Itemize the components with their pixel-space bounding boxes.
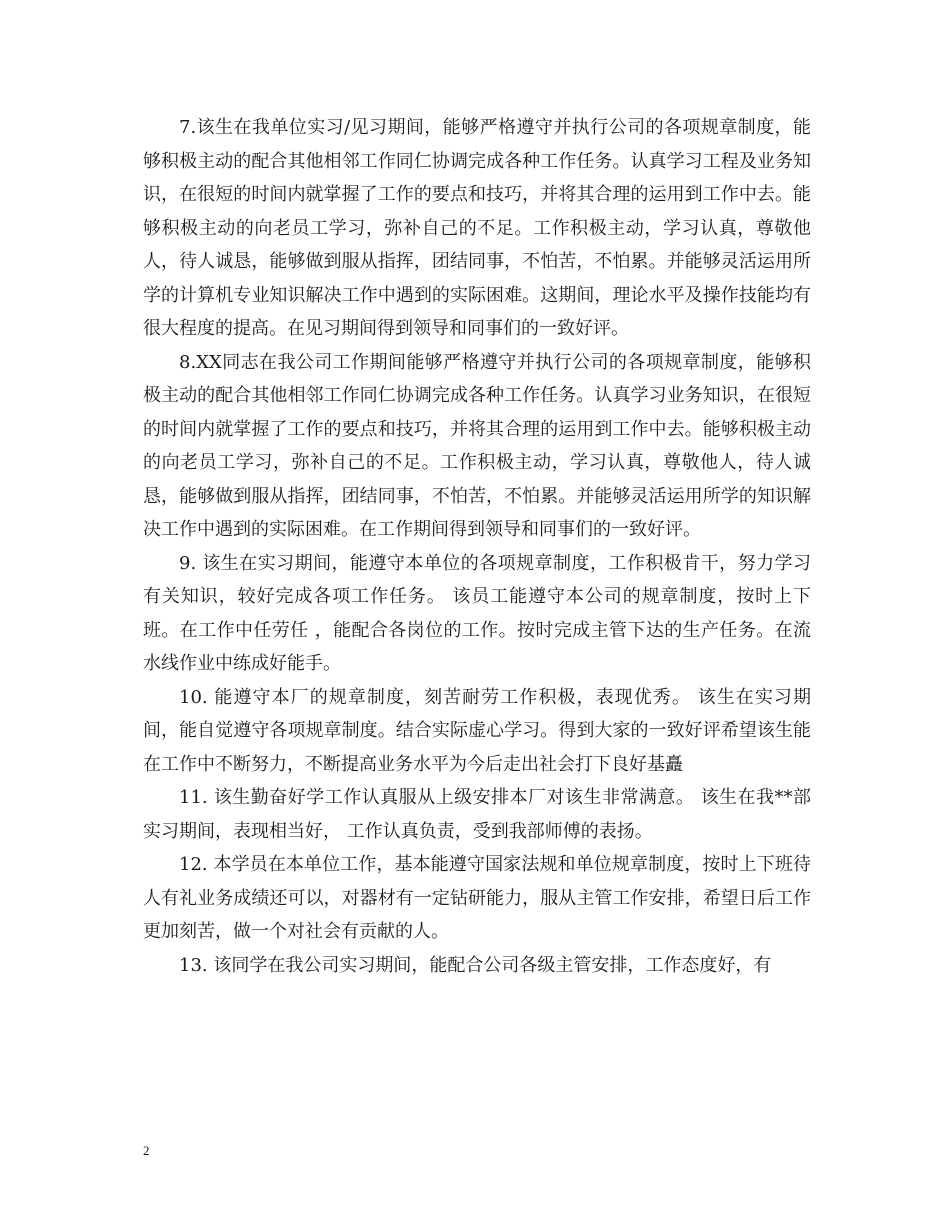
page-number: 2 xyxy=(143,1143,150,1158)
paragraph-8: 8.XX同志在我公司工作期间能够严格遵守并执行公司的各项规章制度，能够积极主动的配合其他相邻工作同仁协调完成各种工作任务。认真学习业务知识，在很短的时间内就掌握了工作的要点和技巧，并将其合理的运用到工作中去。能够积极主动的向老员工学习，弥补自己的不足。工作积极主动，学习认真，尊敬他人，待人诚恳，能够做到服从指挥，团结同事，不怕苦，不怕累。并能够灵活运用所学的知识解决工作中遇到的实际困难。在工作期间得到领导和同事们的一致好评。 xyxy=(143,351,811,540)
paragraph-13: 13. 该同学在我公司实习期间，能配合公司各级主管安排，工作态度好，有 xyxy=(179,954,772,976)
document-body xyxy=(143,111,811,982)
paragraph-11: 11. 该生勤奋好学工作认真服从上级安排本厂对该生非常满意。 该生在我**部实习期间，表现相当好， 工作认真负责，受到我部师傅的表扬。 xyxy=(143,787,811,842)
paragraph-10: 10. 能遵守本厂的规章制度，刻苦耐劳工作积极，表现优秀。 该生在实习期间，能自觉遵守各项规章制度。结合实际虚心学习。得到大家的一致好评希望该生能在工作中不断努力，不断提高业务水平为今后走出社会打下良好基矗 xyxy=(143,686,811,775)
paragraph-12: 12. 本学员在本单位工作，基本能遵守国家法规和单位规章制度，按时上下班待人有礼业务成绩还可以，对器材有一定钻研能力，服从主管工作安排，希望日后工作更加刻苦，做一个对社会有贡献的人。 xyxy=(143,854,811,942)
paragraph-7: 7.该生在我单位实习/见习期间，能够严格遵守并执行公司的各项规章制度，能够积极主动的配合其他相邻工作同仁协调完成各种工作任务。认真学习工程及业务知识，在很短的时间内就掌握了工作的要点和技巧，并将其合理的运用到工作中去。能够积极主动的向老员工学习，弥补自己的不足。工作积极主动，学习认真，尊敬他人，待人诚恳，能够做到服从指挥，团结同事，不怕苦，不怕累。并能够灵活运用所学的计算机专业知识解决工作中遇到的实际困难。这期间，理论水平及操作技能均有很大程度的提高。在见习期间得到领导和同事们的一致好评。 xyxy=(143,117,811,339)
paragraph-9: 9. 该生在实习期间，能遵守本单位的各项规章制度，工作积极肯干，努力学习有关知识，较好完成各项工作任务。 该员工能遵守本公司的规章制度，按时上下班。在工作中任劳任 ，能配合各岗位的工作。按时完成主管下达的生产任务。在流水线作业中练成好能手。 xyxy=(143,552,811,674)
